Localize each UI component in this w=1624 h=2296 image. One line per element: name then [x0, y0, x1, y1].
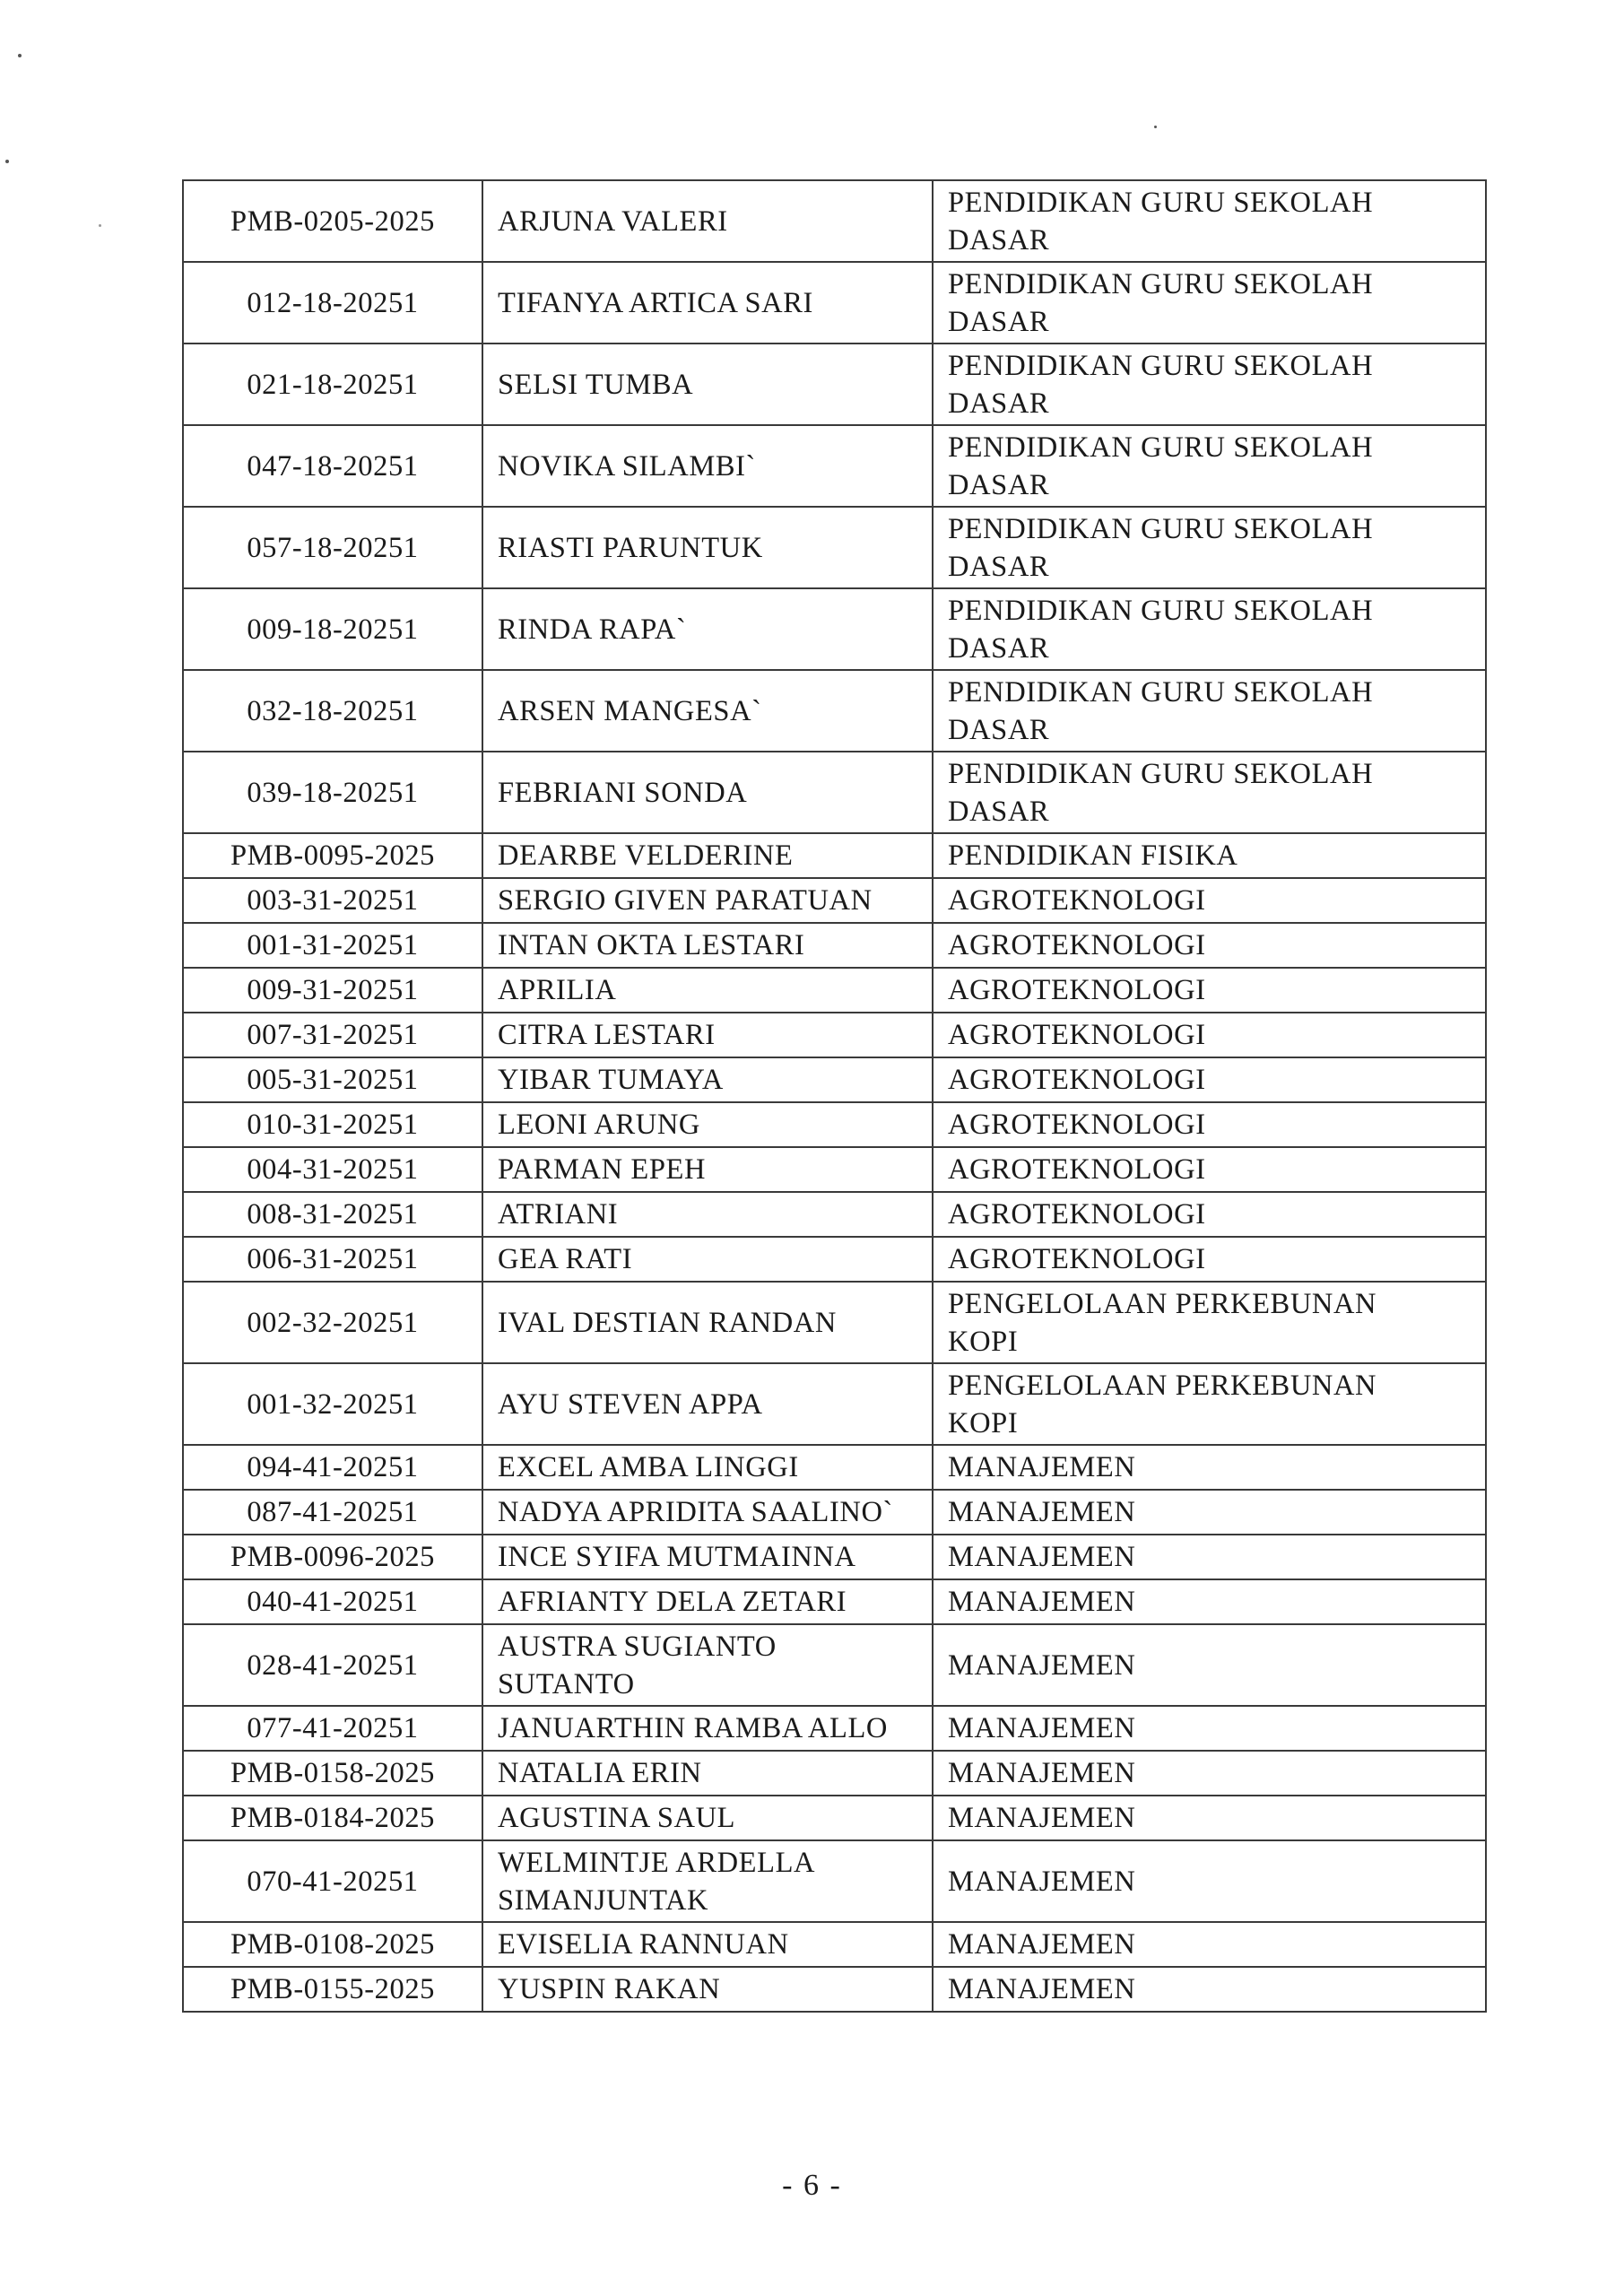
table-row [183, 1057, 1486, 1102]
table-row [183, 262, 1486, 344]
study-program-line: MANAJEMEN [948, 1802, 1136, 1834]
student-name-line: ATRIANI [498, 1198, 619, 1231]
study-program-cell [933, 1102, 1486, 1147]
student-name-cell [482, 1624, 933, 1706]
study-program-line: AGROTEKNOLOGI [948, 1064, 1206, 1096]
student-name-line: INTAN OKTA LESTARI [498, 929, 805, 961]
study-program-line: MANAJEMEN [948, 1973, 1136, 2005]
study-program-line: PENDIDIKAN GURU SEKOLAH [948, 430, 1374, 464]
study-program-line: AGROTEKNOLOGI [948, 1243, 1206, 1275]
study-program-line: PENDIDIKAN GURU SEKOLAH [948, 594, 1374, 627]
table-row [183, 670, 1486, 752]
study-program-line: DASAR [948, 631, 1050, 665]
study-program-cell [933, 1796, 1486, 1840]
student-name-line: AYU STEVEN APPA [498, 1387, 763, 1421]
table-body [183, 180, 1486, 2012]
scan-speck [99, 224, 101, 227]
student-name-cell [482, 1490, 933, 1535]
study-program-cell [933, 1147, 1486, 1192]
registration-id-cell: 039-18-20251 [183, 752, 482, 833]
student-name-line: EVISELIA RANNUAN [498, 1928, 789, 1961]
student-name-line: DEARBE VELDERINE [498, 839, 794, 872]
registration-id-cell: PMB-0155-2025 [183, 1967, 482, 2012]
study-program-line: DASAR [948, 387, 1050, 420]
student-name-cell [482, 878, 933, 923]
study-program-line: KOPI [948, 1325, 1019, 1358]
table-row [183, 752, 1486, 833]
study-program-line: MANAJEMEN [948, 1496, 1136, 1528]
student-name-cell [482, 1751, 933, 1796]
student-name-line: NADYA APRIDITA SAALINO` [498, 1496, 893, 1528]
student-name-cell [482, 1237, 933, 1282]
student-name-cell [482, 833, 933, 878]
study-program-line: AGROTEKNOLOGI [948, 1198, 1206, 1231]
page-number: - 6 - [782, 2169, 842, 2202]
student-name-line: JANUARTHIN RAMBA ALLO [498, 1712, 888, 1744]
student-name-line: NOVIKA SILAMBI` [498, 449, 756, 483]
student-name-line: YIBAR TUMAYA [498, 1064, 724, 1096]
table-row [183, 1445, 1486, 1490]
student-name-line: INCE SYIFA MUTMAINNA [498, 1541, 856, 1573]
study-program-line: KOPI [948, 1406, 1019, 1439]
registration-id-cell: 008-31-20251 [183, 1192, 482, 1237]
table-row [183, 878, 1486, 923]
study-program-cell [933, 878, 1486, 923]
student-name-cell [482, 1922, 933, 1967]
student-name-cell [482, 1363, 933, 1445]
study-program-line: PENDIDIKAN GURU SEKOLAH [948, 267, 1374, 300]
study-program-cell [933, 1922, 1486, 1967]
registration-id-cell: PMB-0158-2025 [183, 1751, 482, 1796]
student-name-cell [482, 1192, 933, 1237]
table-row [183, 425, 1486, 507]
registration-id-cell: 094-41-20251 [183, 1445, 482, 1490]
student-name-line: SIMANJUNTAK [498, 1883, 709, 1917]
table-row [183, 923, 1486, 968]
registration-id-cell: 070-41-20251 [183, 1840, 482, 1922]
study-program-cell [933, 1967, 1486, 2012]
scan-speck [5, 160, 9, 163]
student-name-cell [482, 968, 933, 1013]
study-program-line: AGROTEKNOLOGI [948, 1109, 1206, 1141]
study-program-line: PENDIDIKAN GURU SEKOLAH [948, 675, 1374, 709]
study-program-line: MANAJEMEN [948, 1648, 1136, 1682]
student-name-line: APRILIA [498, 974, 617, 1006]
student-name-line: WELMINTJE ARDELLA [498, 1846, 816, 1879]
student-name-cell [482, 180, 933, 262]
study-program-cell [933, 1490, 1486, 1535]
registration-id-cell: 047-18-20251 [183, 425, 482, 507]
study-program-cell [933, 262, 1486, 344]
student-name-cell [482, 1796, 933, 1840]
registration-id-cell: 005-31-20251 [183, 1057, 482, 1102]
student-name-line: IVAL DESTIAN RANDAN [498, 1306, 837, 1339]
study-program-cell [933, 1445, 1486, 1490]
student-name-cell [482, 1445, 933, 1490]
student-name-line: EXCEL AMBA LINGGI [498, 1451, 799, 1483]
table-row [183, 180, 1486, 262]
study-program-cell [933, 1363, 1486, 1445]
study-program-cell [933, 752, 1486, 833]
study-program-line: DASAR [948, 550, 1050, 583]
table-row [183, 588, 1486, 670]
student-name-line: RIASTI PARUNTUK [498, 531, 763, 564]
study-program-line: PENDIDIKAN GURU SEKOLAH [948, 349, 1374, 382]
student-name-cell [482, 1147, 933, 1192]
registration-id-cell: 002-32-20251 [183, 1282, 482, 1363]
student-name-line: GEA RATI [498, 1243, 633, 1275]
table-row [183, 1967, 1486, 2012]
study-program-line: PENDIDIKAN FISIKA [948, 839, 1238, 872]
study-program-line: AGROTEKNOLOGI [948, 1019, 1206, 1051]
registration-id-cell: 032-18-20251 [183, 670, 482, 752]
student-name-cell [482, 1057, 933, 1102]
study-program-line: MANAJEMEN [948, 1757, 1136, 1789]
registration-id-cell: PMB-0096-2025 [183, 1535, 482, 1579]
table-row [183, 1282, 1486, 1363]
table-row [183, 1237, 1486, 1282]
registration-id-cell: PMB-0095-2025 [183, 833, 482, 878]
student-name-line: PARMAN EPEH [498, 1153, 707, 1186]
study-program-cell [933, 588, 1486, 670]
table-row [183, 1796, 1486, 1840]
registration-id-cell: 001-32-20251 [183, 1363, 482, 1445]
student-table [182, 179, 1487, 2013]
student-name-cell [482, 1535, 933, 1579]
student-name-cell [482, 670, 933, 752]
table-row [183, 1706, 1486, 1751]
table-row [183, 507, 1486, 588]
student-name-cell [482, 1102, 933, 1147]
registration-id-cell: 007-31-20251 [183, 1013, 482, 1057]
study-program-cell [933, 425, 1486, 507]
registration-id-cell: 009-18-20251 [183, 588, 482, 670]
study-program-cell [933, 1535, 1486, 1579]
study-program-cell [933, 1057, 1486, 1102]
student-name-line: SERGIO GIVEN PARATUAN [498, 884, 873, 917]
registration-id-cell: 077-41-20251 [183, 1706, 482, 1751]
study-program-line: DASAR [948, 795, 1050, 828]
student-name-cell [482, 1706, 933, 1751]
study-program-line: MANAJEMEN [948, 1586, 1136, 1618]
study-program-line: PENDIDIKAN GURU SEKOLAH [948, 757, 1374, 790]
student-name-cell [482, 425, 933, 507]
table-row [183, 1490, 1486, 1535]
study-program-cell [933, 1237, 1486, 1282]
table-row [183, 1840, 1486, 1922]
registration-id-cell: PMB-0205-2025 [183, 180, 482, 262]
registration-id-cell: 010-31-20251 [183, 1102, 482, 1147]
scan-speck [18, 54, 22, 57]
study-program-line: MANAJEMEN [948, 1928, 1136, 1961]
student-name-cell [482, 1967, 933, 2012]
student-name-cell [482, 262, 933, 344]
study-program-line: MANAJEMEN [948, 1451, 1136, 1483]
table-row [183, 968, 1486, 1013]
student-name-line: FEBRIANI SONDA [498, 776, 748, 809]
student-name-cell [482, 1840, 933, 1922]
study-program-cell [933, 507, 1486, 588]
student-name-line: LEONI ARUNG [498, 1109, 700, 1141]
study-program-cell [933, 1751, 1486, 1796]
student-name-cell [482, 1282, 933, 1363]
study-program-line: AGROTEKNOLOGI [948, 884, 1206, 917]
registration-id-cell: 003-31-20251 [183, 878, 482, 923]
student-name-line: AUSTRA SUGIANTO [498, 1630, 777, 1663]
study-program-line: AGROTEKNOLOGI [948, 929, 1206, 961]
study-program-line: DASAR [948, 305, 1050, 338]
table-row [183, 1535, 1486, 1579]
table-row [183, 1922, 1486, 1967]
student-name-line: SELSI TUMBA [498, 368, 694, 401]
study-program-line: PENGELOLAAN PERKEBUNAN [948, 1287, 1377, 1320]
table-row [183, 1192, 1486, 1237]
study-program-line: DASAR [948, 713, 1050, 746]
study-program-line: AGROTEKNOLOGI [948, 1153, 1206, 1186]
study-program-cell [933, 1624, 1486, 1706]
registration-id-cell: 040-41-20251 [183, 1579, 482, 1624]
registration-id-cell: 012-18-20251 [183, 262, 482, 344]
student-name-cell [482, 507, 933, 588]
study-program-line: DASAR [948, 223, 1050, 257]
registration-id-cell: 028-41-20251 [183, 1624, 482, 1706]
study-program-line: PENGELOLAAN PERKEBUNAN [948, 1369, 1377, 1402]
registration-id-cell: PMB-0108-2025 [183, 1922, 482, 1967]
study-program-cell [933, 1706, 1486, 1751]
registration-id-cell: 021-18-20251 [183, 344, 482, 425]
table-row [183, 1147, 1486, 1192]
registration-id-cell: 087-41-20251 [183, 1490, 482, 1535]
registration-id-cell: 001-31-20251 [183, 923, 482, 968]
study-program-cell [933, 180, 1486, 262]
table-row [183, 833, 1486, 878]
student-name-line: YUSPIN RAKAN [498, 1973, 721, 2005]
student-name-line: ARJUNA VALERI [498, 204, 728, 238]
table-row [183, 1624, 1486, 1706]
table-row [183, 1751, 1486, 1796]
table-row [183, 1579, 1486, 1624]
study-program-cell [933, 968, 1486, 1013]
study-program-line: PENDIDIKAN GURU SEKOLAH [948, 512, 1374, 545]
student-name-line: AGUSTINA SAUL [498, 1802, 736, 1834]
study-program-cell [933, 1192, 1486, 1237]
study-program-line: AGROTEKNOLOGI [948, 974, 1206, 1006]
student-name-line: TIFANYA ARTICA SARI [498, 286, 813, 319]
student-name-line: ARSEN MANGESA` [498, 694, 762, 727]
scan-speck [1154, 126, 1157, 128]
student-name-cell [482, 752, 933, 833]
student-name-cell [482, 588, 933, 670]
table-row [183, 344, 1486, 425]
study-program-cell [933, 923, 1486, 968]
registration-id-cell: PMB-0184-2025 [183, 1796, 482, 1840]
student-name-line: NATALIA ERIN [498, 1757, 702, 1789]
study-program-line: MANAJEMEN [948, 1712, 1136, 1744]
student-name-cell [482, 1013, 933, 1057]
registration-id-cell: 006-31-20251 [183, 1237, 482, 1282]
student-name-line: RINDA RAPA` [498, 613, 687, 646]
table-row [183, 1102, 1486, 1147]
student-name-line: CITRA LESTARI [498, 1019, 716, 1051]
student-name-line: SUTANTO [498, 1667, 635, 1700]
study-program-cell [933, 1282, 1486, 1363]
study-program-line: MANAJEMEN [948, 1541, 1136, 1573]
student-name-cell [482, 1579, 933, 1624]
study-program-cell [933, 1579, 1486, 1624]
study-program-cell [933, 1840, 1486, 1922]
student-name-cell [482, 344, 933, 425]
study-program-cell [933, 344, 1486, 425]
study-program-line: MANAJEMEN [948, 1865, 1136, 1898]
student-name-cell [482, 923, 933, 968]
registration-id-cell: 004-31-20251 [183, 1147, 482, 1192]
study-program-line: DASAR [948, 468, 1050, 501]
registration-id-cell: 057-18-20251 [183, 507, 482, 588]
table-row [183, 1013, 1486, 1057]
student-name-line: AFRIANTY DELA ZETARI [498, 1586, 847, 1618]
table-row [183, 1363, 1486, 1445]
registration-id-cell: 009-31-20251 [183, 968, 482, 1013]
study-program-line: PENDIDIKAN GURU SEKOLAH [948, 186, 1374, 219]
study-program-cell [933, 670, 1486, 752]
study-program-cell [933, 833, 1486, 878]
study-program-cell [933, 1013, 1486, 1057]
